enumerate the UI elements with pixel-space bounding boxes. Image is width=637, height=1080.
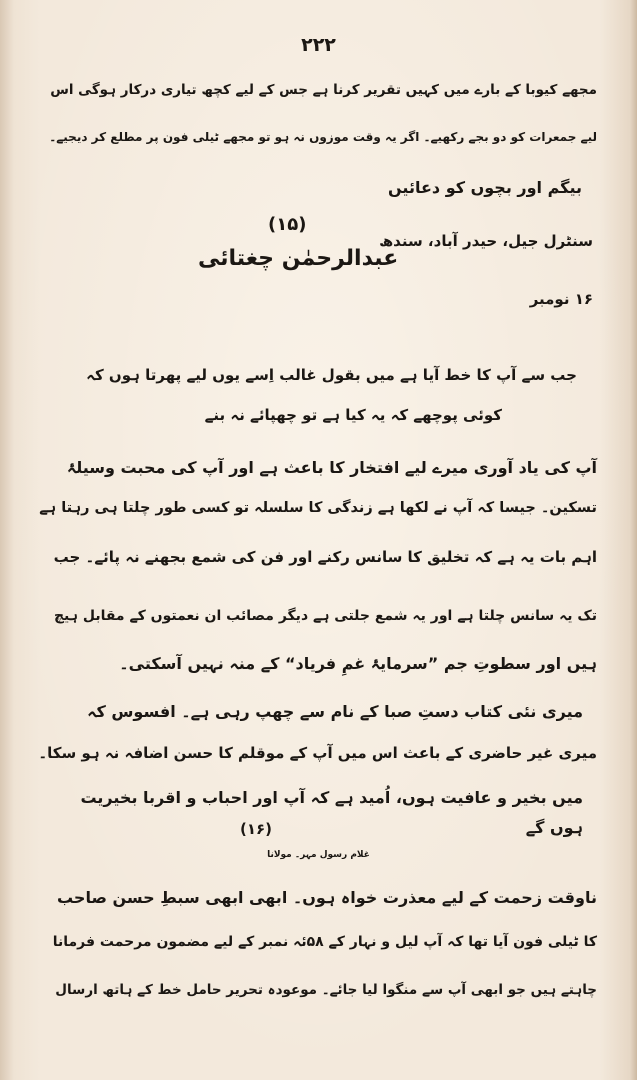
letter15-line-8: میں بخیر و عافیت ہوں، اُمید ہے کہ آپ اور احباب و اقربا بخیریت [80, 788, 583, 807]
letter15-number: (۱۵) [268, 214, 307, 235]
page-number: ۲۲۲ [301, 34, 336, 56]
letter16-recipient: غلام رسول مہر۔ مولانا [267, 850, 370, 860]
letter15-verse-2: کوئی پوچھے کہ یہ کیا ہے تو چھپائے نہ بنے [204, 406, 502, 424]
letter15-line-2: تسکین۔ جیسا کہ آپ نے لکھا ہے زندگی کا سلسلہ تو کسی طور چلتا ہی رہتا ہے [39, 500, 597, 516]
letter15-line-1: آپ کی یاد آوری میرے لیے افتخار کا باعث ہے اور آپ کی محبت وسیلۂ [66, 458, 597, 477]
letter14-line-1: مجھے کیوبا کے بارے میں کہیں تقریر کرنا ہے جس کے لیے کچھ تیاری درکار ہوگی اس [50, 82, 597, 98]
letter16-line-1: ناوقت زحمت کے لیے معذرت خواہ ہوں۔ ابھی ابھی سبطِ حسن صاحب [56, 888, 597, 907]
letter15-date: ۱۶ نومبر [529, 290, 593, 308]
letter15-verse-1: جب سے آپ کا خط آیا ہے میں بقول غالب اِسے یوں لیے پھرتا ہوں کہ [86, 366, 577, 384]
letter15-line-3: اہم بات یہ ہے کہ تخلیق کا سانس رکنے اور فن کی شمع بجھنے نہ پائے۔ جب [53, 548, 597, 566]
letter14-line-2: لیے جمعرات کو دو بجے رکھیے۔ اگر یہ وقت موزوں نہ ہو تو مجھے ٹیلی فون پر مطلع کر دیجیے۔ [49, 130, 597, 144]
letter16-number: (۱۶) [240, 820, 273, 838]
letter15-line-9: ہوں گے [525, 818, 583, 837]
letter15-line-7: میری غیر حاضری کے باعث اس میں آپ کے موقلم کا حسن اضافہ نہ ہو سکا۔ [38, 744, 597, 762]
letter14-closing: بیگم اور بچوں کو دعائیں [388, 178, 582, 197]
letter16-line-2: کا ٹیلی فون آیا تھا کہ آپ لیل و نہار کے ۵۸ئہ نمبر کے لیے مضمون مرحمت فرمانا [52, 934, 597, 950]
letter15-recipient: عبدالرحمٰن چغتائی [198, 246, 399, 271]
letter15-line-4: تک یہ سانس چلتا ہے اور یہ شمع جلتی ہے دیگر مصائب ان نعمتوں کے مقابل ہیچ [53, 608, 597, 624]
letter15-line-6: میری نئی کتاب دستِ صبا کے نام سے چھپ رہی ہے۔ افسوس کہ [87, 702, 583, 721]
letter15-line-5: ہیں اور سطوتِ جم ”سرمایۂ غمِ فریاد“ کے منہ نہیں آسکتی۔ [119, 654, 597, 673]
letter16-line-3: چاہتے ہیں جو ابھی آپ سے منگوا لیا جائے۔ موعودہ تحریر حامل خط کے ہاتھ ارسال [55, 982, 597, 998]
letter15-place: سنٹرل جیل، حیدر آباد، سندھ [379, 232, 593, 250]
